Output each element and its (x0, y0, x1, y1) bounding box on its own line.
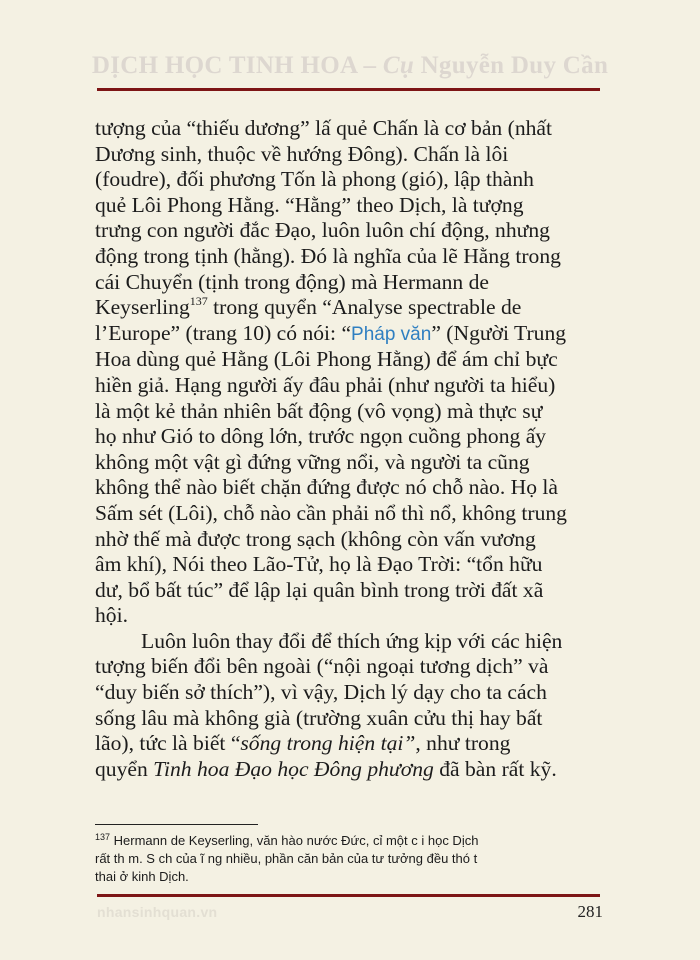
text-line: tượng của “thiếu dương” lấ quẻ Chấn là cơ bản (nhất (95, 116, 553, 140)
text-line (95, 731, 607, 757)
running-header (0, 52, 700, 80)
text-segment: trong quyển “Analyse spectrable de (207, 295, 522, 320)
paragraph-2 (95, 629, 607, 783)
book-title: Tinh hoa Đạo học Đông phương (153, 756, 434, 781)
text-line: không thể nào biết chặn đứng được nó chỗ nào. Họ là (95, 475, 558, 500)
footer-divider (97, 894, 600, 897)
footnote-text: Hermann de Keyserling, văn hào nước Đức, cỉ một c i học Dịch (110, 833, 479, 848)
text-segment: quyển (95, 756, 154, 781)
header-title-main: DỊCH HỌC TINH HOA – (91, 52, 383, 79)
text-line: Dương sinh, thuộc về hướng Đông). Chấn là lôi (95, 141, 509, 166)
text-line: cái Chuyển (tịnh trong động) mà Hermann de (95, 269, 489, 294)
text-line: là một kẻ thản nhiên bất động (vô vọng) mà thực sự (95, 398, 543, 423)
text-line: Sấm sét (Lôi), chỗ nào cần phải nổ thì nổ, không trung (95, 500, 567, 525)
text-line: (foudre), đối phương Tốn là phong (gió), lập thành (95, 167, 534, 192)
page-number: 281 (577, 902, 603, 921)
text-line: Hoa dùng quẻ Hằng (Lôi Phong Hằng) để ám chỉ bực (95, 347, 558, 372)
text-segment: Keyserling (95, 295, 190, 320)
italic-phrase: sống trong hiện tại” (240, 731, 416, 756)
text-line: quẻ Lôi Phong Hằng. “Hằng” theo Dịch, là tượng (95, 192, 524, 217)
footnote (95, 832, 605, 886)
footnote-separator (95, 824, 258, 825)
text-line: hiền giả. Hạng người ấy đâu phải (như người ta hiểu) (95, 372, 556, 397)
footnote-reference[interactable]: 137 (189, 294, 208, 309)
text-line: dư, bổ bất túc” để lập lại quân bình trong trời đất xã (95, 577, 544, 602)
text-line: họ như Gió to dông lớn, trước ngọn cuồng phong ấy (95, 424, 547, 449)
footnote-line: rất th m. S ch của ĩ ng nhiều, phần căn bản của tư tưởng đều thó t (95, 851, 478, 866)
footnote-number: 137 (95, 832, 111, 842)
text-line: không một vật gì đứng vững nổi, và người ta cũng (95, 449, 530, 474)
text-line: tượng biến đổi bên ngoài (“nội ngoại tương dịch” và (95, 654, 549, 679)
text-line: hội. (95, 603, 128, 628)
header-divider (97, 88, 600, 91)
watermark: nhansinhquan.vn (97, 904, 218, 920)
header-title-tail: Nguyễn Duy Cần (414, 52, 609, 79)
text-segment: , như trong (415, 731, 511, 756)
header-title-emphasis: Cụ (382, 52, 415, 79)
text-line: động trong tịnh (hằng). Đó là nghĩa của lẽ Hằng trong (95, 243, 561, 268)
text-line (95, 321, 607, 348)
footnote-line (95, 832, 605, 850)
text-line: âm khí), Nói theo Lão-Tử, họ là Đạo Trời: “tổn hữu (95, 552, 543, 577)
text-line: Luôn luôn thay đổi để thích ứng kịp với các hiện (141, 628, 563, 653)
text-segment: ” (Người Trung (431, 320, 567, 345)
text-line: nhờ thế mà được trong sạch (không còn vấn vương (95, 526, 536, 551)
highlighted-term: Pháp văn (351, 323, 432, 345)
text-line (95, 295, 607, 321)
main-text (95, 116, 607, 782)
text-line: sống lâu mà không già (trường xuân cửu thị hay bất (95, 705, 543, 730)
text-line (95, 757, 607, 783)
text-line: trưng con người đắc Đạo, luôn luôn chí động, nhưng (95, 218, 550, 243)
text-segment: lão), tức là biết “ (95, 731, 241, 756)
text-segment: đã bàn rất kỹ. (433, 756, 557, 781)
footnote-line: thai ở kinh Dịch. (95, 869, 189, 884)
text-segment: l’Europe” (trang 10) có nói: “ (95, 320, 352, 345)
paragraph-1 (95, 116, 607, 629)
text-line: “duy biến sở thích”), vì vậy, Dịch lý dạy cho ta cách (95, 680, 547, 705)
